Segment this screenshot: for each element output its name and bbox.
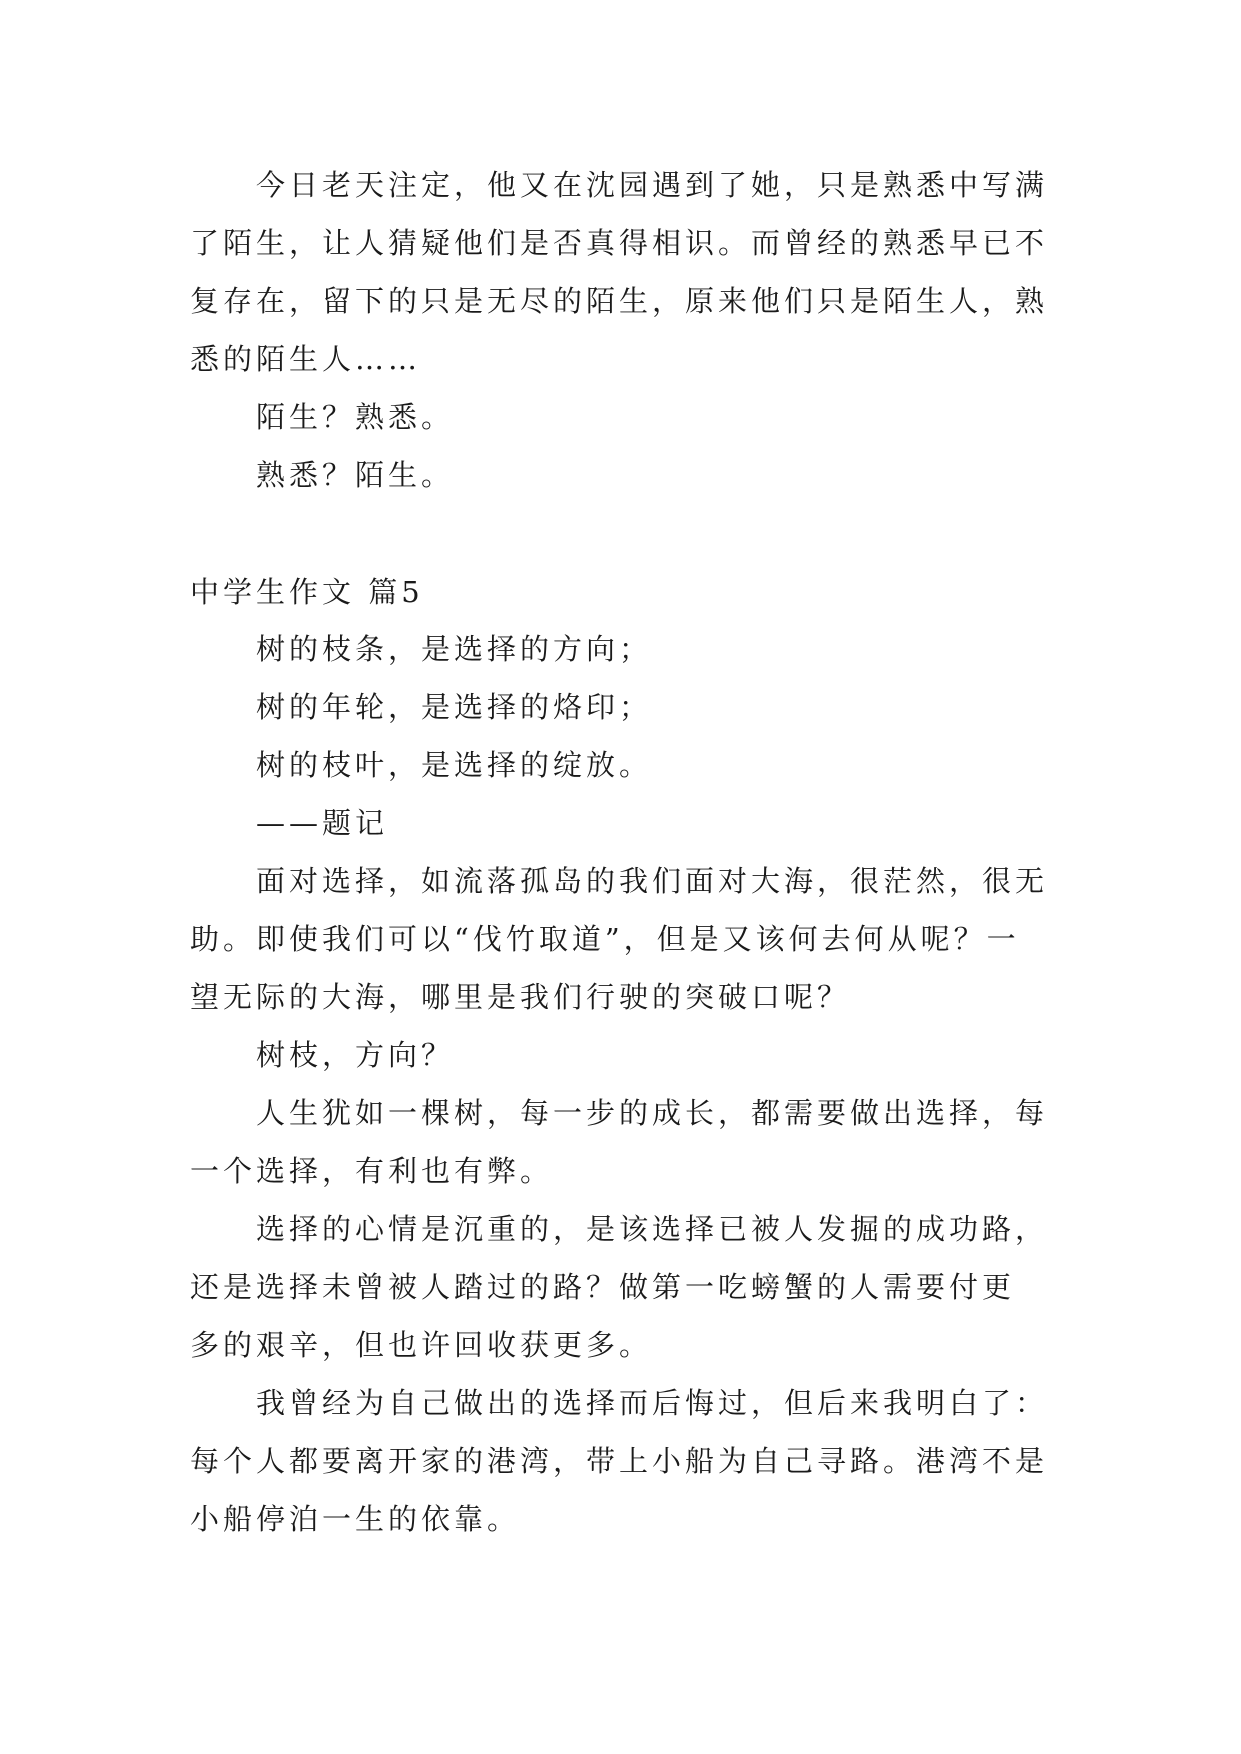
- paragraph-line: 每个人都要离开家的港湾，带上小船为自己寻路。港湾不是: [190, 1444, 1049, 1478]
- paragraph-line: 还是选择未曾被人踏过的路？做第一吃螃蟹的人需要付更: [190, 1270, 1016, 1304]
- paragraph-line: 陌生？熟悉。: [256, 400, 455, 434]
- paragraph-line: 树枝，方向？: [256, 1038, 455, 1072]
- paragraph-line: 悉的陌生人……: [190, 342, 422, 376]
- paragraph-line: 人生犹如一棵树，每一步的成长，都需要做出选择，每: [256, 1096, 1049, 1130]
- paragraph-line: 一个选择，有利也有弊。: [190, 1154, 554, 1188]
- paragraph-line: ——题记: [256, 806, 389, 840]
- paragraph-line: 多的艰辛，但也许回收获更多。: [190, 1328, 653, 1362]
- paragraph-line: 熟悉？陌生。: [256, 458, 455, 492]
- paragraph-line: 望无际的大海，哪里是我们行驶的突破口呢？: [190, 980, 851, 1014]
- section-heading: 中学生作文 篇5: [190, 575, 424, 609]
- paragraph-line: 选择的心情是沉重的，是该选择已被人发掘的成功路，: [256, 1212, 1049, 1246]
- paragraph-line: 助。即使我们可以“伐竹取道”，但是又该何去何从呢？一: [190, 922, 1020, 956]
- paragraph-line: 今日老天注定，他又在沈园遇到了她，只是熟悉中写满: [256, 168, 1049, 202]
- paragraph-line: 树的枝叶，是选择的绽放。: [256, 748, 653, 782]
- paragraph-line: 树的枝条，是选择的方向；: [256, 632, 653, 666]
- paragraph-line: 复存在，留下的只是无尽的陌生，原来他们只是陌生人，熟: [190, 284, 1049, 318]
- paragraph-line: 树的年轮，是选择的烙印；: [256, 690, 653, 724]
- paragraph-line: 小船停泊一生的依靠。: [190, 1502, 521, 1536]
- paragraph-line: 我曾经为自己做出的选择而后悔过，但后来我明白了：: [256, 1386, 1049, 1420]
- paragraph-line: 了陌生，让人猜疑他们是否真得相识。而曾经的熟悉早已不: [190, 226, 1049, 260]
- paragraph-line: 面对选择，如流落孤岛的我们面对大海，很茫然，很无: [256, 864, 1049, 898]
